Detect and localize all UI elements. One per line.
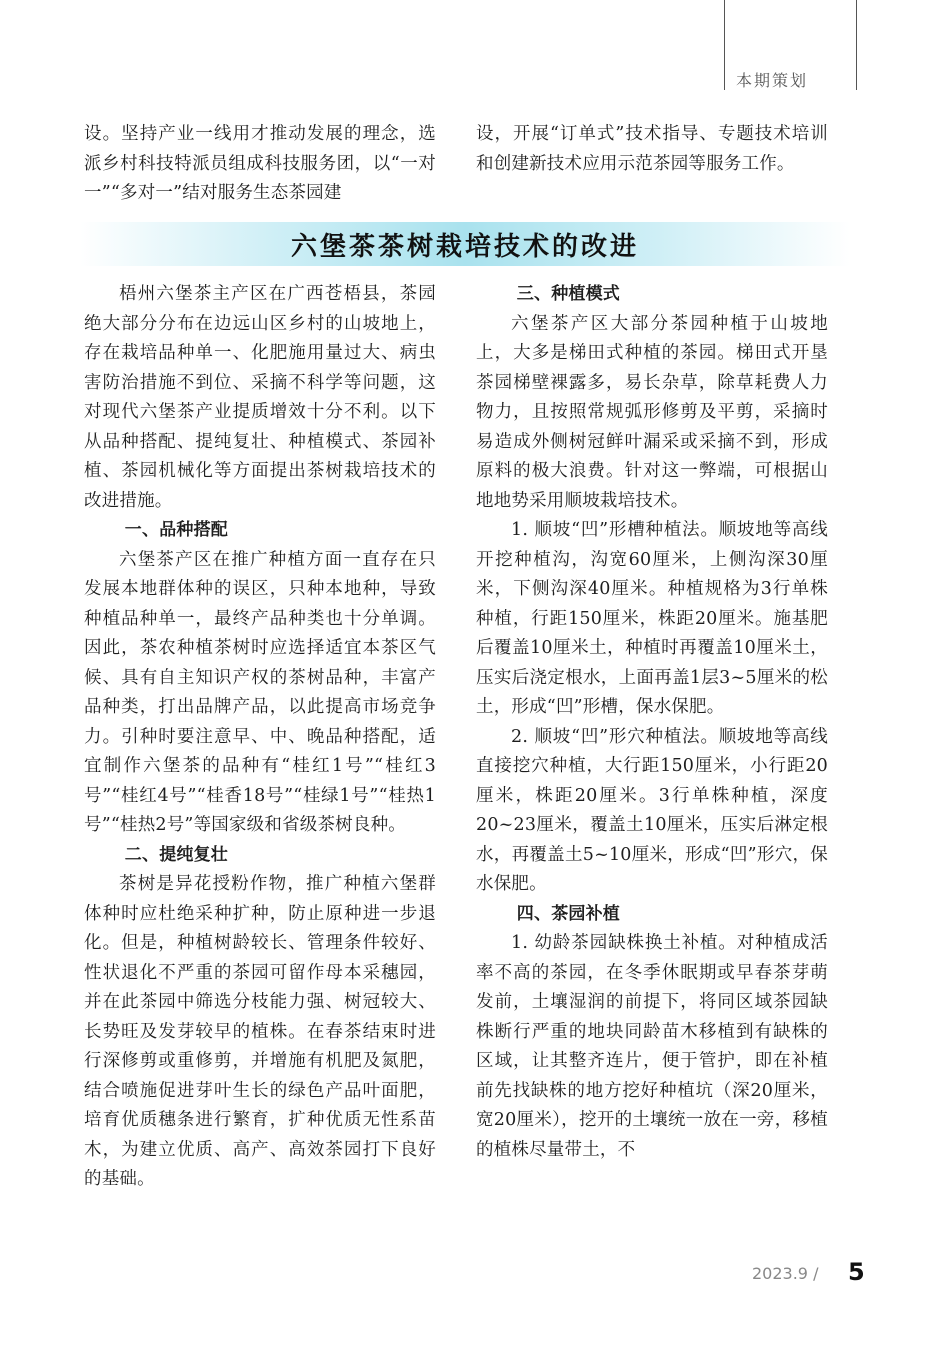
article-left-column: [84, 280, 436, 1195]
section-3-paragraph-1: 六堡茶产区大部分茶园种植于山坡地上，大多是梯田式种植的茶园。梯田式开垦茶园梯壁裸露多，易长杂草，除草耗费人力物力，且按照常规弧形修剪及平剪，采摘时易造成外侧树冠鲜叶漏采或采摘不到，形成原料的极大浪费。针对这一弊端，可根据山地地势采用顺坡栽培技术。: [476, 313, 828, 511]
continued-text-left: 设。坚持产业一线用才推动发展的理念，选派乡村科技特派员组成科技服务团，以“一对一”“多对一”结对服务生态茶园建: [84, 124, 436, 203]
continued-right-column: [476, 120, 828, 179]
section-heading-4: 四、茶园补植: [516, 903, 620, 924]
section-heading-3: 三、种植模式: [516, 284, 620, 304]
article-title-band: [80, 222, 850, 266]
section-3-paragraph-2: 1. 顺坡“凹”形槽种植法。顺坡地等高线开挖种植沟，沟宽60厘米，上侧沟深30厘米，下侧沟深40厘米。种植规格为3行单株种植，行距150厘米，株距20厘米。施基肥后覆盖10厘米土，种植时再覆盖10厘米土，压实后浇定根水，上面再盖1层3~5厘米的松土，形成“凹”形槽，保水保肥。: [476, 520, 828, 717]
section-heading-2: 二、提纯复壮: [124, 844, 228, 865]
article-right-column: [476, 280, 828, 1165]
section-1-paragraph: 六堡茶产区在推广种植方面一直存在只发展本地群体种的误区，只种本地种，导致种植品种单一，最终产品种类也十分单调。因此，茶农种植茶树时应选择适宜本茶区气候、具有自主知识产权的茶树品种，丰富产品种类，打出品牌产品，以此提高市场竞争力。引种时要注意早、中、晚品种搭配，适宜制作六堡茶的品种有“桂红1号”“桂红3号”“桂红4号”“桂香18号”“桂绿1号”“桂热1号”“桂热2号”等国家级和省级茶树良种。: [84, 549, 436, 835]
header-rule-left: [724, 0, 725, 90]
continued-text-right: 设，开展“订单式”技术指导、专题技术培训和创建新技术应用示范茶园等服务工作。: [476, 124, 828, 174]
header-rule-right: [856, 0, 857, 90]
section-heading-1: 一、品种搭配: [124, 520, 228, 540]
section-4-paragraph-1: 1. 幼龄茶园缺株换土补植。对种植成活率不高的茶园，在冬季休眠期或早春茶芽萌发前，土壤湿润的前提下，将同区域茶园缺株断行严重的地块同龄苗木移植到有缺株的区域，让其整齐连片，便于管护，即在补植前先找缺株的地方挖好种植坑（深20厘米，宽20厘米），挖开的土壤统一放在一旁，移植的植株尽量带土，不: [476, 933, 828, 1160]
issue-date: 2023.9 /: [752, 1264, 819, 1283]
section-label: 本期策划: [736, 71, 809, 90]
section-2-paragraph: 茶树是异花授粉作物，推广种植六堡群体种时应杜绝采种扩种，防止原种进一步退化。但是，种植树龄较长、管理条件较好、性状退化不严重的茶园可留作母本采穗园，并在此茶园中筛选分枝能力强、树冠较大、长势旺及发芽较早的植株。在春茶结束时进行深修剪或重修剪，并增施有机肥及氮肥，结合喷施促进芽叶生长的绿色产品叶面肥，培育优质穗条进行繁育，扩种优质无性系苗木，为建立优质、高产、高效茶园打下良好的基础。: [84, 874, 436, 1189]
continued-left-column: [84, 120, 436, 209]
article-title: 六堡茶茶树栽培技术的改进: [290, 232, 639, 262]
section-3-paragraph-3: 2. 顺坡“凹”形穴种植法。顺坡地等高线直接挖穴种植，大行距150厘米，小行距20厘米，株距20厘米。3行单株种植，深度20~23厘米，覆盖土10厘米，压实后淋定根水，再覆盖土5~10厘米，形成“凹”形穴，保水保肥。: [476, 726, 828, 894]
article-intro: 梧州六堡茶主产区在广西苍梧县，茶园绝大部分分布在边远山区乡村的山坡地上，存在栽培品种单一、化肥施用量过大、病虫害防治措施不到位、采摘不科学等问题，这对现代六堡茶产业提质增效十分不利。以下从品种搭配、提纯复壮、种植模式、茶园补植、茶园机械化等方面提出茶树栽培技术的改进措施。: [84, 284, 436, 511]
page-number: 5: [848, 1258, 865, 1286]
